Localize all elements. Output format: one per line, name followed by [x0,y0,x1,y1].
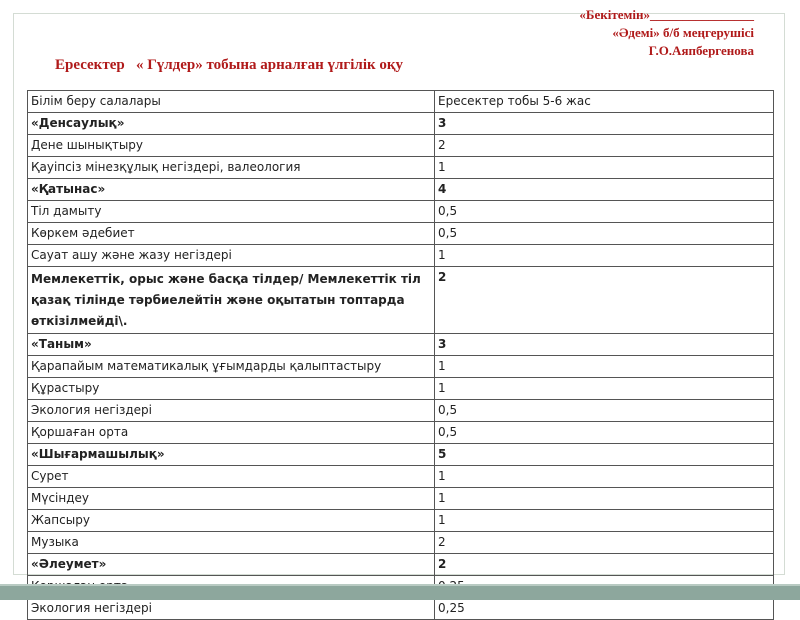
subject-cell: Дене шынықтыру [28,135,435,157]
subject-cell: Жапсыру [28,510,435,532]
table-row [28,488,774,510]
subject-cell: Экология негіздері [28,400,435,422]
table-header-row [28,91,774,113]
table-row [28,334,774,356]
hours-cell: 2 [435,554,774,576]
subject-cell: Қоршаған орта [28,422,435,444]
subject-cell: Мүсіндеу [28,488,435,510]
hours-cell: 1 [435,510,774,532]
table-row [28,466,774,488]
hours-cell: 0,25 [435,598,774,620]
table-row [28,201,774,223]
table-row [28,135,774,157]
table-row [28,113,774,135]
hours-cell: 5 [435,444,774,466]
hours-cell: 1 [435,245,774,267]
subject-cell: Сурет [28,466,435,488]
hours-cell: 1 [435,378,774,400]
approval-line-1: «Бекітемін»________________ [579,7,754,22]
subject-cell: «Шығармашылық» [28,444,435,466]
table-row [28,422,774,444]
subject-cell: «Таным» [28,334,435,356]
hours-cell: 2 [435,267,774,334]
hours-cell: 3 [435,113,774,135]
table-row [28,267,774,334]
curriculum-table [27,90,774,620]
subject-cell: Көркем әдебиет [28,223,435,245]
approval-block [579,6,754,60]
subject-cell: Тіл дамыту [28,201,435,223]
table-row [28,245,774,267]
subject-cell: Қарапайым математикалық ұғымдарды қалыптастыру [28,356,435,378]
subject-cell: Экология негіздері [28,598,435,620]
subject-cell: Құрастыру [28,378,435,400]
hours-cell: 2 [435,135,774,157]
hours-cell: 1 [435,466,774,488]
table-body [28,113,774,620]
hours-cell: 1 [435,488,774,510]
approval-line-3: Г.О.Аяпбергенова [648,43,754,58]
hours-cell: 0,5 [435,223,774,245]
subject-cell: Музыка [28,532,435,554]
approval-line-2: «Әдемі» б/б меңгерушісі [612,25,754,40]
subject-cell: Қауіпсіз мінезқұлық негіздері, валеология [28,157,435,179]
table-row [28,554,774,576]
table-row [28,157,774,179]
subject-cell: Мемлекеттік, орыс және басқа тілдер/ Мемлекеттік тіл қазақ тілінде тәрбиелейтін және оқытатын топтарда өткізілмейді\. [28,267,435,334]
header-cell-subject: Білім беру салалары [28,91,435,113]
hours-cell: 0,5 [435,400,774,422]
hours-cell: 1 [435,157,774,179]
page-title: Ересектер « Гүлдер» тобына арналған үлгілік оқу [55,57,404,73]
hours-cell: 0,5 [435,201,774,223]
footer-band [0,586,800,600]
hours-cell: 0,5 [435,422,774,444]
table-row [28,510,774,532]
table-row [28,378,774,400]
hours-cell: 2 [435,532,774,554]
hours-cell: 4 [435,179,774,201]
table-row [28,356,774,378]
table-row [28,532,774,554]
subject-cell: Сауат ашу және жазу негіздері [28,245,435,267]
header-cell-group: Ересектер тобы 5-6 жас [435,91,774,113]
table-row [28,400,774,422]
table-row [28,444,774,466]
hours-cell: 1 [435,356,774,378]
subject-cell: «Денсаулық» [28,113,435,135]
table-row [28,179,774,201]
table-row [28,223,774,245]
subject-cell: «Қатынас» [28,179,435,201]
subject-cell: «Әлеумет» [28,554,435,576]
hours-cell: 3 [435,334,774,356]
table-row [28,598,774,620]
